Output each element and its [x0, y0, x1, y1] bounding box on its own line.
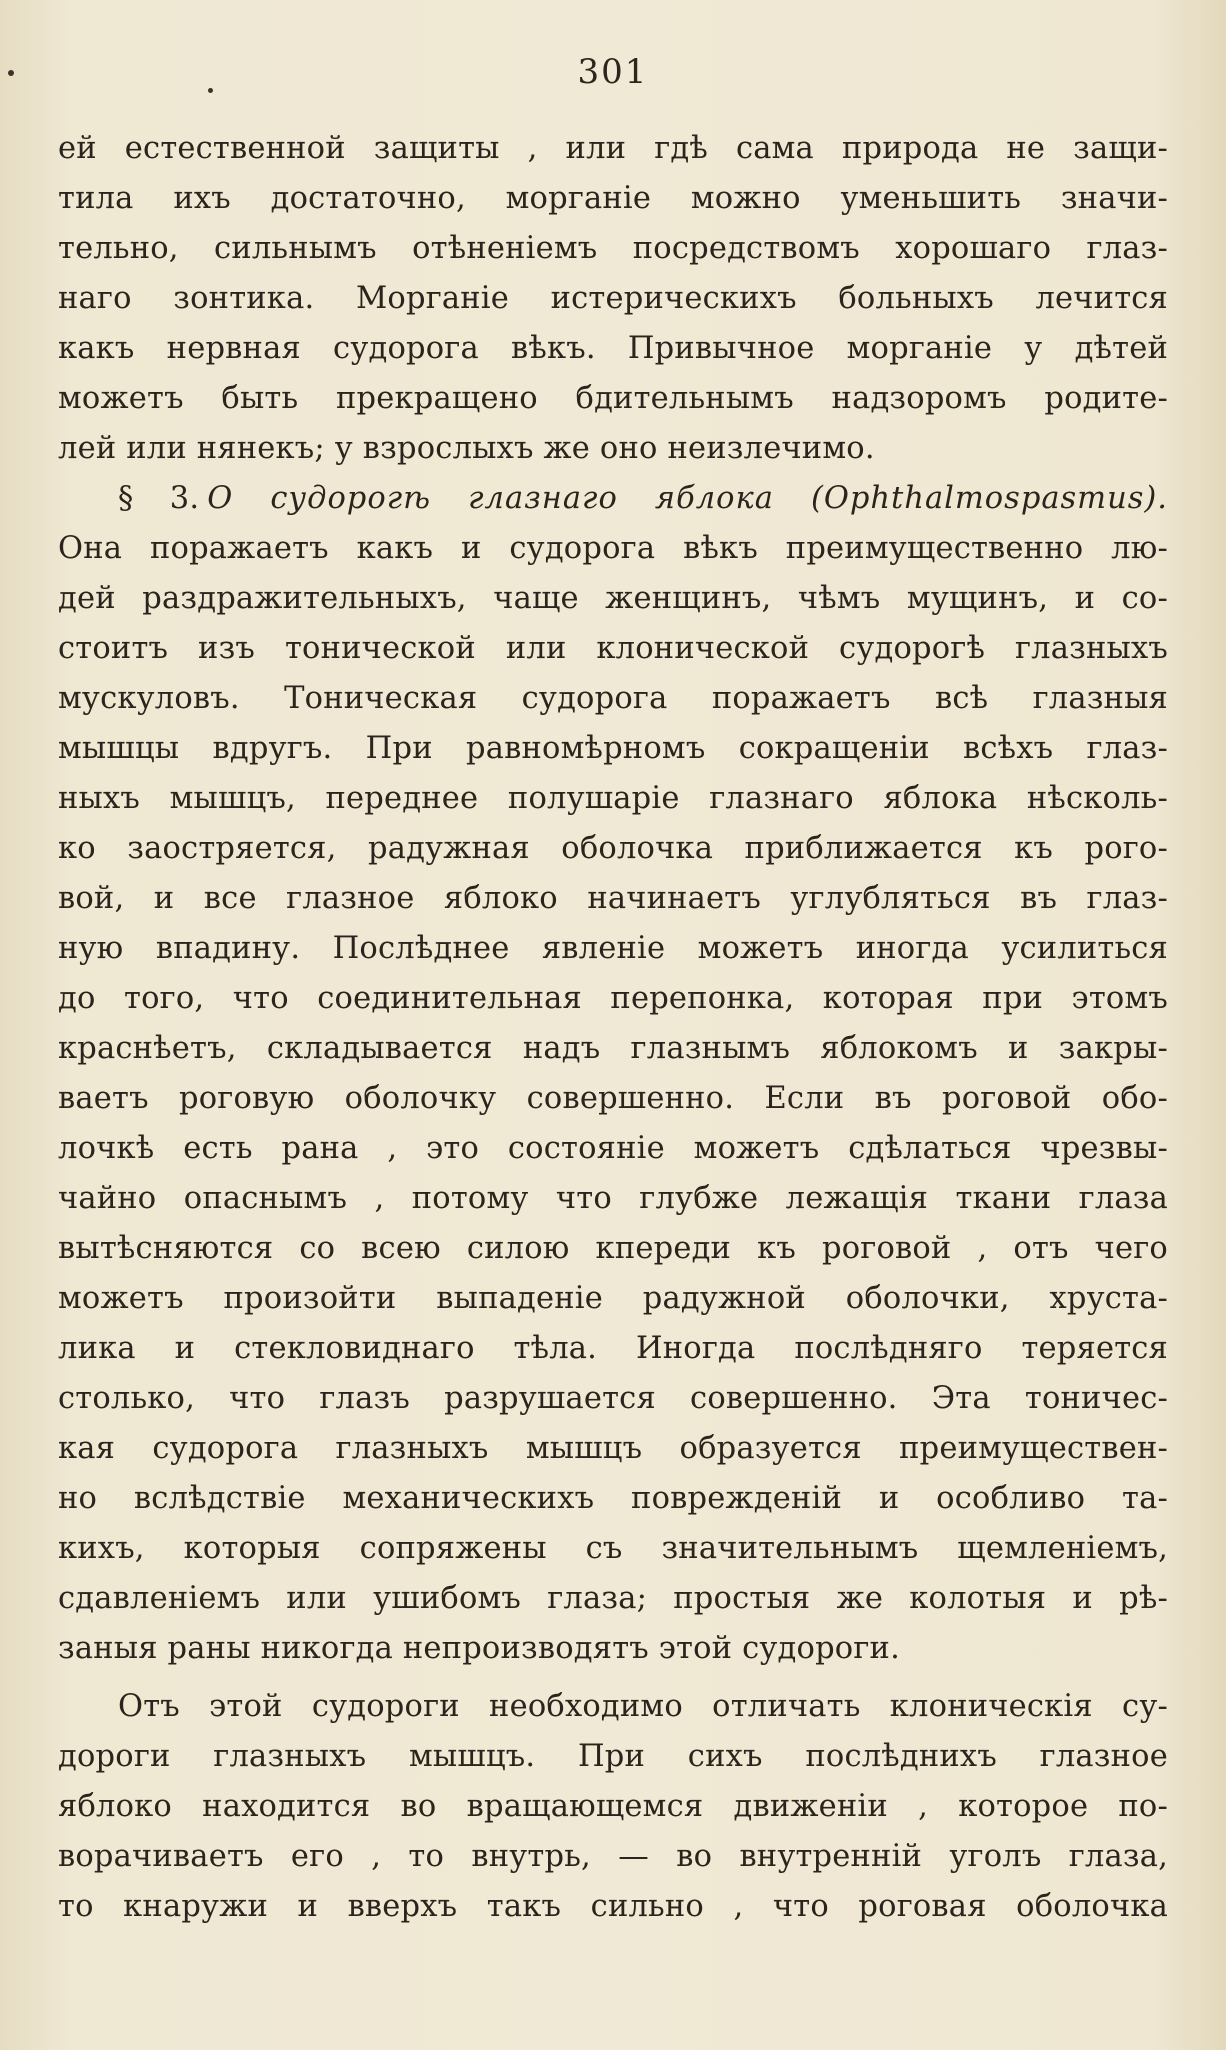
- text-line: ныхъ мышцъ, переднее полушаріе глазнаго яблока нѣсколь-: [58, 781, 1168, 816]
- text-line: можетъ произойти выпаденіе радужной оболочки, хруста-: [58, 1281, 1168, 1316]
- section-number: § 3.: [118, 481, 200, 516]
- text-line: можетъ быть прекращено бдительнымъ надзоромъ родите-: [58, 381, 1168, 416]
- text-line: то кнаружи и вверхъ такъ сильно , что роговая оболочка: [58, 1889, 1168, 1924]
- text-line: какъ нервная судорога вѣкъ. Привычное морганіе у дѣтей: [58, 331, 1168, 366]
- text-line: ную впадину. Послѣднее явленіе можетъ иногда усилиться: [58, 931, 1168, 966]
- text-line: но вслѣдствіе механическихъ поврежденій и особливо та-: [58, 1481, 1168, 1516]
- text-line: лочкѣ есть рана , это состояніе можетъ сдѣлаться чрезвы-: [58, 1131, 1168, 1166]
- section-heading: [58, 474, 1168, 524]
- text-line: стоитъ изъ тонической или клонической судорогѣ глазныхъ: [58, 631, 1168, 666]
- text-line: до того, что соединительная перепонка, которая при этомъ: [58, 981, 1168, 1016]
- text-line: лей или нянекъ; у взрослыхъ же оно неизлечимо.: [58, 431, 875, 466]
- text-line: краснѣетъ, складывается надъ глазнымъ яблокомъ и закры-: [58, 1031, 1168, 1066]
- text-line: тила ихъ достаточно, морганіе можно уменьшить значи-: [58, 181, 1168, 216]
- text-line: вой, и все глазное яблоко начинаетъ углубляться въ глаз-: [58, 881, 1168, 916]
- text-line: чайно опаснымъ , потому что глубже лежащія ткани глаза: [58, 1181, 1168, 1216]
- page-body: [58, 124, 1168, 1932]
- text-line: сдавленіемъ или ушибомъ глаза; простыя же колотыя и рѣ-: [58, 1581, 1168, 1616]
- text-line: наго зонтика. Морганіе истерическихъ больныхъ лечится: [58, 281, 1168, 316]
- text-line: Отъ этой судороги необходимо отличать клоническія су-: [118, 1689, 1168, 1724]
- text-line: яблоко находится во вращающемся движеніи , которое по-: [58, 1789, 1168, 1824]
- text-line: дороги глазныхъ мышцъ. При сихъ послѣднихъ глазное: [58, 1739, 1168, 1774]
- page-number: 301: [577, 52, 649, 92]
- text-line: вытѣсняются со всею силою кпереди къ роговой , отъ чего: [58, 1231, 1168, 1266]
- text-line: кихъ, которыя сопряжены съ значительнымъ щемленіемъ,: [58, 1531, 1168, 1566]
- text-line: ваетъ роговую оболочку совершенно. Если въ роговой обо-: [58, 1081, 1168, 1116]
- text-line: мышцы вдругъ. При равномѣрномъ сокращеніи всѣхъ глаз-: [58, 731, 1168, 766]
- text-line: заныя раны никогда непроизводятъ этой судороги.: [58, 1631, 900, 1666]
- text-line: столько, что глазъ разрушается совершенно. Эта тоничес-: [58, 1381, 1168, 1416]
- text-line: ей естественной защиты , или гдѣ сама природа не защи-: [58, 131, 1168, 166]
- paragraph-gap: [58, 1674, 1168, 1682]
- text-line: дей раздражительныхъ, чаще женщинъ, чѣмъ мущинъ, и со-: [58, 581, 1168, 616]
- section-title: О судорогѣ глазнаго яблока (Ophthalmospasmus).: [207, 481, 1168, 516]
- text-line: ворачиваетъ его , то внутрь, — во внутренній уголъ глаза,: [58, 1839, 1168, 1874]
- text-line: Она поражаетъ какъ и судорога вѣкъ преимущественно лю-: [58, 531, 1168, 566]
- text-line: лика и стекловиднаго тѣла. Иногда послѣдняго теряется: [58, 1331, 1168, 1366]
- text-line: тельно, сильнымъ отѣненіемъ посредствомъ хорошаго глаз-: [58, 231, 1168, 266]
- text-line: мускуловъ. Тоническая судорога поражаетъ всѣ глазныя: [58, 681, 1168, 716]
- text-line: ко заостряется, радужная оболочка приближается къ рого-: [58, 831, 1168, 866]
- text-line: кая судорога глазныхъ мышцъ образуется преимуществен-: [58, 1431, 1168, 1466]
